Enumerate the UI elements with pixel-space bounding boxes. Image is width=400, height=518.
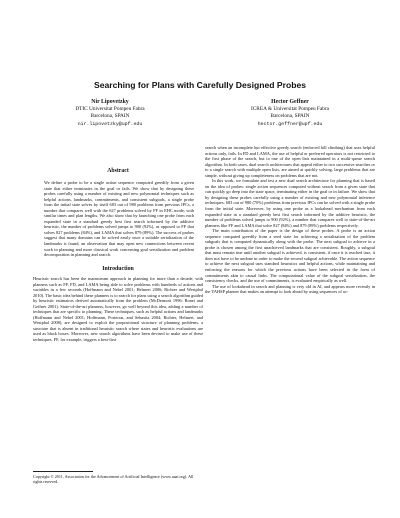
footnote-rule bbox=[33, 471, 93, 472]
author-email: hector.geffner@upf.edu bbox=[257, 121, 323, 127]
introduction-text: Heuristic search has been the mainstream approach in planning for more than a decade, with planners such as FF, FD, and LAMA being able to solve problems with hundreds of actions and variables in a few seconds (Hoffmann and Nebel 2001; Helmert 2006; Richter and Westphal 2010). The basic idea behind these planners is to search for plans using a search algorithm guided by heuristic estimators derived automatically from the problem (McDermott 1996; Bonet and Geffner 2001). State-of-the-art planners, however, go well beyond this idea, adding a number of techniques that are specific to planning. These techniques, such as helpful actions and landmarks (Hoffmann and Nebel 2001; Hoffmann, Porteous, and Sebastia 2004; Richter, Helmert, and Westphal 2008), are designed to exploit the propositional structure of planning problems, a structure that is absent in traditional heuristic search where states and heuristic evaluations are used as black boxes. Moreover, new search algorithms have been devised to make use of these techniques. FF, for example, triggers a best-first bbox=[33, 276, 203, 343]
body-paragraph: search when an incomplete but effective greedy search (enforced hill climbing) that uses helpful actions only, fails. In FD and LAMA, the use of helpful or preferred operators is not restricted to the first phase of the search, but to one of the open lists maintained in a multi-queue search algorithm. In both cases, dual search architectures that appeal either to two successive searches or to a single search with multiple open lists, are aimed at quickly solving, large problems that are simple, without giving up completeness on problems that are not. bbox=[205, 145, 375, 178]
abstract-text: We define a probe to be a single action sequence computed greedily from a given state that either terminates in the goal or fails. We show that by designing these probes carefully using a number of existing and new polynomial techniques such as helpful actions, landmarks, commitments, and consistent subgoals, a single probe from the initial state solves by itself 683 out of 980 problems from previous IPCs, a number that compares well with the 627 problems solved by FF in EHC mode, with similar times and plan lengths. We also show that by launching one probe from each expanded state in a standard greedy best first search informed by the additive heuristic, the number of problems solved jumps to 900 (92%), as opposed to FF that solves 827 problems (84%), and LAMA that solves 879 (89%). The success of probes suggest that many domains can be solved easily once a suitable serialization of the landmarks is found, an observation that may open new connections between recent work in planning and more classical work concerning goal serialization and problem decomposition in planning and search. bbox=[44, 180, 194, 258]
body-paragraph: The main contribution of the paper is the design of these probes. A probe is an action sequence computed greedily from a seed state for achieving a serialization of the problem subgoals that is computed dynamically along with the probe. The next subgoal to achieve in a probe is chosen among the first unachieved landmarks that are consistent. Roughly, a subgoal that must remain true until another subgoal is achieved, is consistent, if once it is reached true, it does not have to be undone in order to make the second subgoal achievable. The action sequence to achieve the next subgoal uses standard heuristics and helpful actions, while maintaining and enforcing the reasons for which the previous actions have been selected in the form of commitments akin to causal links. The computational value of the subgoal serialization, the consistency checks, and the use of commitments, is evaluated empirically as well. bbox=[205, 228, 375, 284]
introduction-heading: Introduction bbox=[102, 266, 134, 272]
body-paragraph: The use of lookahead in search and planning is very old in AI, and appears more recently in the YAHSP planner that makes an attempt to look ahead by using sequences of ac- bbox=[205, 283, 375, 295]
author-block-1 bbox=[25, 99, 195, 128]
author-affiliation: DTIC Universitat Pompeu Fabra bbox=[75, 106, 145, 113]
author-affiliation: ICREA & Universitat Pompeu Fabra bbox=[251, 106, 329, 113]
abstract-heading: Abstract bbox=[107, 168, 129, 174]
author-name: Hector Geffner bbox=[271, 99, 309, 105]
copyright-footnote: Copyright © 2011, Association for the Advancement of Artificial Intelligence (www.aaai.org). All rights reserved. bbox=[33, 474, 194, 485]
body-paragraph: In this work, we formulate and test a new dual search architecture for planning that is based on the idea of probes: single action sequences computed without search from a given state that can quickly go deep into the state space, terminating either in the goal or in failure. We show that by designing these probes carefully using a number of existing and new polynomial inference techniques, 683 out of 980 (70%) problems from previous IPCs can be solved with a single probe from the initial state. Moreover, by using one probe as a lookahead mechanism from each expanded state in a standard greedy best first search informed by the additive heuristic, the number of problems solved jumps to 900 (92%), a number that compares well to state-of-the-art planners like FF and LAMA that solve 827 (84%) and 879 (89%) problems respectively. bbox=[205, 178, 375, 228]
author-location: Barcelona, SPAIN bbox=[90, 113, 130, 120]
paper-title: Searching for Plans with Carefully Designed Probes bbox=[93, 80, 307, 90]
author-block-2 bbox=[205, 99, 375, 128]
author-location: Barcelona, SPAIN bbox=[270, 113, 310, 120]
author-name: Nir Lipovetzky bbox=[91, 99, 129, 105]
author-email: nir.lipovetzky@upf.edu bbox=[77, 121, 143, 127]
right-column bbox=[205, 145, 375, 295]
